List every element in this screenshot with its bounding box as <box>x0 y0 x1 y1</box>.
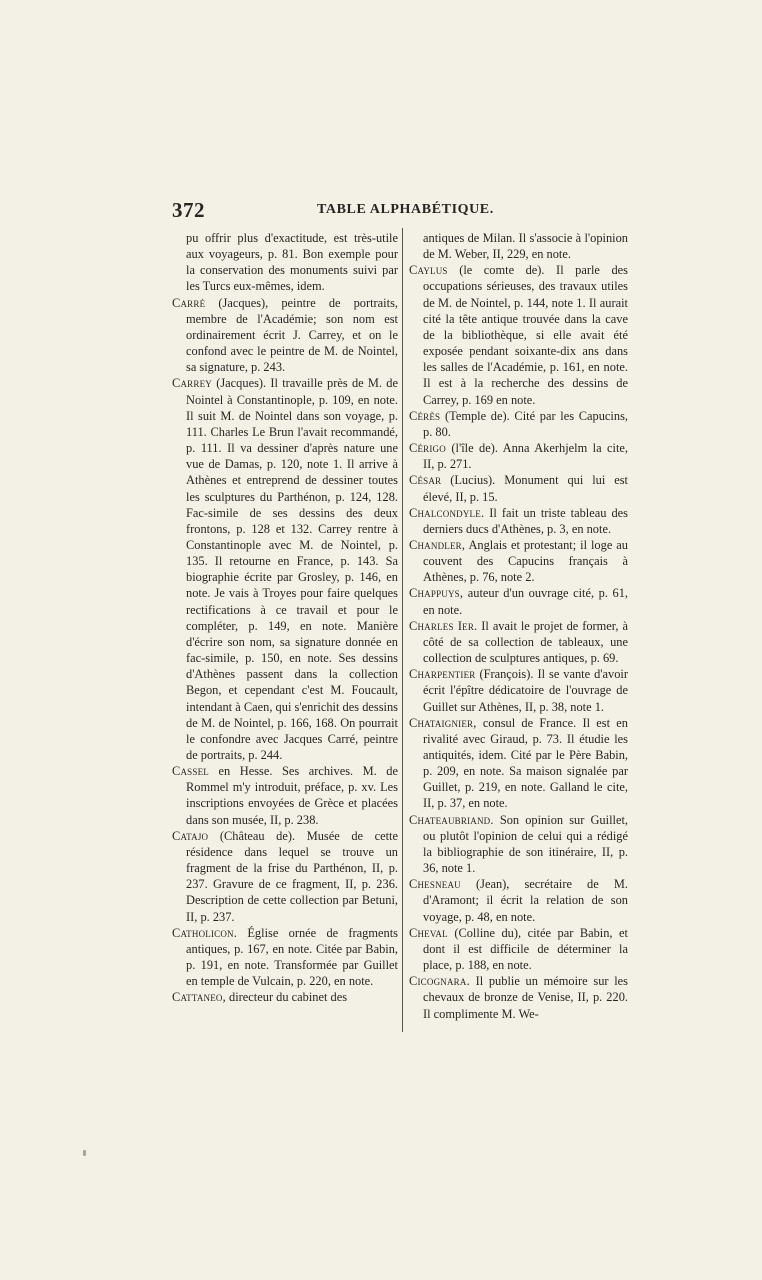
index-entry <box>409 440 628 472</box>
entry-text: (Lucius). Monument qui lui est élevé, II, p. 15. <box>423 473 628 504</box>
running-title: TABLE ALPHABÉTIQUE. <box>317 202 494 217</box>
index-entry <box>409 715 628 812</box>
index-column-left <box>172 230 398 1006</box>
entry-headword: Chappuys, <box>409 586 464 601</box>
page-header <box>172 198 627 224</box>
index-entry <box>409 537 628 585</box>
index-entry <box>172 230 398 295</box>
entry-text: (Jacques). Il travaille près de M. de Nointel à Constantinople, p. 109, en note. Il suit M. de Nointel dans son voyage, p. 111. Charles Le Brun l'avait recommandé, p. 111. Il va dessiner d'après nature une vue de Damas, p. 120, note 1. Il arrive à Athènes et entreprend de dessiner toutes les sculptures du Parthénon, p. 124, 128. Fac-simile de ses dessins des deux frontons, p. 128 et 132. Carrey rentre à Constantinople avec M. de Nointel, p. 135. Il retourne en France, p. 143. Sa biographie écrite par Grosley, p. 146, en note. Je vais à Troyes pour faire quelques rectifications à ce travail et pour le compléter, p. 149, en note. Manière d'écrire son nom, sa signature donnée en fac-simile, p. 150, en note. Ses dessins d'Athènes passent dans la collection Begon, et cependant c'est M. Foucault, intendant à Caen, qui s'enrichit des dessins de M. de Nointel, p. 166, 168. On pourrait le confondre avec Jacques Carré, peintre de portraits, p. 244. <box>186 376 398 762</box>
entry-headword: Chesneau <box>409 877 461 892</box>
entry-headword: Cheval <box>409 925 448 940</box>
entry-text: Il publie un mémoire sur les chevaux de bronze de Venise, II, p. 220. Il complimente M. We- <box>423 974 628 1021</box>
entry-text: (Jean), secrétaire de M. d'Aramont; il écrit la relation de son voyage, p. 48, en note. <box>423 877 628 924</box>
index-entry <box>409 812 628 877</box>
entry-headword: Caylus <box>409 263 448 278</box>
entry-text: (Temple de). Cité par les Capucins, p. 80. <box>423 408 628 439</box>
index-entry <box>409 408 628 440</box>
entry-headword: Cérès <box>409 408 441 423</box>
index-entry <box>409 472 628 504</box>
index-entry <box>409 925 628 973</box>
entry-text: (le comte de). Il parle des occupations sérieuses, des travaux utiles de M. de Nointel, p. 144, note 1. Il aurait cité la tête antique trouvée dans la cave de la bibliothèque, si elle avait été exposée pendant soixante-dix ans dans les salles de l'Académie, p. 161, en note. Il est à la recherche des dessins de Carrey, p. 169 en note. <box>423 263 628 407</box>
entry-text: Son opinion sur Guillet, ou plutôt l'opinion de celui qui a rédigé la bibliographie de son itinéraire, II, p. 36, note 1. <box>423 812 628 876</box>
index-entry <box>409 585 628 617</box>
index-column-right <box>409 230 628 1022</box>
entry-text: (Jacques), peintre de portraits, membre de l'Académie; son nom est ordinairement écrit J. Carrey, et on le confond avec le peintre de M. de Nointel, sa signature, p. 243. <box>186 295 398 375</box>
paper-speck <box>83 1150 86 1156</box>
entry-text: auteur d'un ouvrage cité, p. 61, en note. <box>423 586 628 617</box>
entry-text: pu offrir plus d'exactitude, est très-utile aux voyageurs, p. 81. Bon exemple pour la conservation des monuments suivi par les Turcs eux-mêmes, idem. <box>186 231 398 294</box>
entry-text: Anglais et protestant; il loge au couvent des Capucins français à Athènes, p. 76, note 2. <box>423 537 628 585</box>
entry-headword: Carré <box>172 295 206 310</box>
entry-headword: César <box>409 473 442 488</box>
entry-headword: Charles Ier. <box>409 618 478 633</box>
entry-text: Il fait un triste tableau des derniers ducs d'Athènes, p. 3, en note. <box>423 505 628 536</box>
entry-headword: Chalcondyle. <box>409 505 485 520</box>
entry-headword: Chandler, <box>409 537 466 552</box>
page-number: 372 <box>172 198 205 222</box>
entry-text: (François). Il se vante d'avoir écrit l'épître dédicatoire de l'ouvrage de Guillet sur Athènes, II, p. 38, note 1. <box>423 667 628 714</box>
index-entry <box>172 375 398 763</box>
entry-text: directeur du cabinet des <box>229 990 348 1005</box>
entry-headword: Catajo <box>172 828 209 843</box>
index-entry <box>409 262 628 407</box>
entry-text: consul de France. Il est en rivalité avec Giraud, p. 73. Il étudie les antiquités, idem. Cité par le Père Babin, p. 209, en note. Sa maison signalée par Guillet, p. 219, en note. Galland le cite, II, p. 37, en note. <box>423 715 628 811</box>
entry-headword: Cicognara. <box>409 974 470 989</box>
index-entry <box>172 763 398 828</box>
index-entry <box>172 828 398 925</box>
entry-text: (Château de). Musée de cette résidence dans lequel se trouve un fragment de la frise du Parthénon, II, p. 237. Gravure de ce fragment, II, p. 236. Description de cette collection par Betuni, II, p. 237. <box>186 828 398 924</box>
entry-headword: Catholicon. <box>172 925 238 940</box>
column-divider <box>402 228 403 1032</box>
entry-text: (Colline du), citée par Babin, et dont il est difficile de déterminer la place, p. 188, en note. <box>423 925 628 973</box>
entry-headword: Cassel <box>172 764 209 779</box>
index-entry <box>409 505 628 537</box>
entry-headword: Chateaubriand. <box>409 812 494 827</box>
index-entry <box>409 876 628 924</box>
entry-headword: Carrey <box>172 376 212 391</box>
entry-text: (l'île de). Anna Akerhjelm la cite, II, p. 271. <box>423 441 628 472</box>
entry-headword: Charpentier <box>409 667 476 682</box>
index-entry <box>409 973 628 1021</box>
index-entry <box>172 925 398 990</box>
index-entry <box>172 989 398 1005</box>
index-entry <box>409 618 628 666</box>
entry-headword: Cattaneo, <box>172 990 226 1005</box>
entry-headword: Cérigo <box>409 441 446 456</box>
entry-text: Il avait le projet de former, à côté de sa collection de tableaux, une collection de sculptures antiques, p. 69. <box>423 618 628 666</box>
entry-text: antiques de Milan. Il s'associe à l'opinion de M. Weber, II, 229, en note. <box>423 231 628 262</box>
index-entry <box>409 230 628 262</box>
entry-text: en Hesse. Ses archives. M. de Rommel m'y introduit, préface, p. xv. Les inscriptions envoyées de Grèce et placées dans son musée, II, p. 238. <box>186 764 398 827</box>
entry-text: Église ornée de fragments antiques, p. 167, en note. Citée par Babin, p. 191, en note. Transformée par Guillet en temple de Vulcain, p. 220, en note. <box>186 925 398 989</box>
index-entry <box>172 295 398 376</box>
index-entry <box>409 666 628 714</box>
entry-headword: Chataignier, <box>409 715 477 730</box>
